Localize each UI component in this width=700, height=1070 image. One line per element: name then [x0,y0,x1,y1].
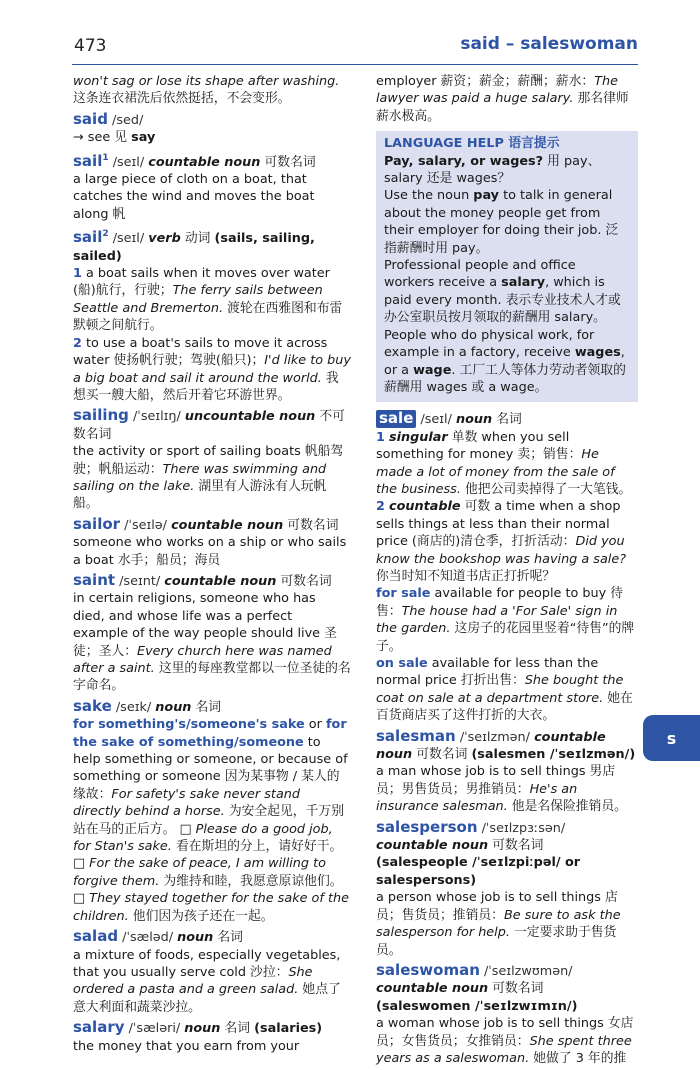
inflections: (salesmen /ˈseɪlzmən/) [471,747,636,763]
part-of-speech-cn: 可数名词 [260,154,316,170]
headword: salary [73,1018,125,1037]
part-of-speech: noun [456,412,493,428]
example-text: He made a lot of money from the sale of the business. [376,447,615,497]
sense-number: 1 [73,266,82,282]
headword-highlighted: sale [376,410,416,427]
pronunciation: /seɪl/ [112,154,145,170]
definition: a large piece of cloth on a boat, that catches the wind and moves the boat along 帆 [73,172,315,222]
entry-saint [73,572,351,695]
help-paragraph-salary: Professional people and office workers receive a salary, which is paid every month. 表示专业技术人才或办公室职员按月领取的薪酬用 salary。 [384,258,621,326]
definition: a person whose job is to sell things 店员；售货员；推销员： [376,890,618,923]
part-of-speech-cn: 可数名词 [283,517,339,533]
part-of-speech: noun [177,930,214,946]
definition: 单数 when you sell something for money 卖；销售： [376,429,582,463]
sense-1 [73,265,351,335]
part-of-speech: verb [148,231,181,247]
part-of-speech-cn: 动词 [180,231,215,247]
translation-text: 为安全起见，千万别站在马的正后方。 [73,804,344,837]
translation-text: 他把公司卖掉得了一大笔钱。 [460,481,632,497]
example-text: The house had a 'For Sale' sign in the garden. [376,603,618,637]
entry-said [73,111,351,147]
definition: employer 薪资；薪金；薪酬；薪水： [376,74,595,89]
part-of-speech-cn: 名词 [220,1021,255,1037]
example-text: Please do a good job, for Stan's sake. [73,821,333,855]
example-text: For safety's sake never stand directly behind a horse. [73,786,301,820]
pronunciation: /ˈseɪlzmən/ [459,729,530,745]
part-of-speech-cn: 不可数名词 [73,409,345,442]
inflections: (salespeople /ˈseɪlzpiːpəl/ or salespersons) [376,855,581,888]
connector-text: or [304,717,326,733]
grammar-label: countable [388,499,461,515]
page-number: 473 [74,36,107,56]
entry-continuation [376,73,638,125]
example-text: Every church here was named after a saint. [73,643,332,676]
translation-text: 你当时知不知道书店正打折呢？ [376,568,556,584]
pronunciation: /ˈseɪlɪŋ/ [132,409,181,425]
example-bullet: □ [179,821,192,837]
headword: salesman [376,726,456,745]
headword: sailor [73,514,121,533]
definition: 可数 a time when a shop sells things at less than their normal price (商店的)清仓季，打折活动： [376,499,621,550]
entry-salad [73,928,351,1016]
definition: a man whose job is to sell things 男店员；男售货员；男推销员： [376,764,616,797]
pronunciation: /ˈseɪlə/ [124,517,167,533]
definition: available for less than the normal price 打折出售： [376,656,599,689]
part-of-speech-cn: 可数名词 [276,573,332,589]
entry-sailor [73,516,351,569]
example-text: Did you know the bookshop was having a sale? [376,534,627,567]
example-text: She ordered a pasta and a green salad. [73,964,313,998]
pronunciation: /ˈsæləd/ [122,930,174,946]
example-text: won't sag or lose its shape after washing. [73,74,340,89]
part-of-speech-cn: 名词 [492,412,522,428]
entry-salesman [376,728,638,816]
definition: a boat sails when it moves over water (船)航行，行驶； [73,266,330,299]
sense-number: 1 [376,429,385,445]
help-paragraph-pay: Use the noun pay to talk in general about the money people get from their employer for doing their job. 泛指薪酬时用 pay。 [384,188,619,256]
definition: the money that you earn from your [73,1038,300,1054]
entry-salesperson [376,819,638,959]
example-text: She spent three years as a saleswoman. [376,1033,632,1066]
example-text: The ferry sails between Seattle and Bremerton. [73,283,323,316]
part-of-speech: countable noun [148,154,261,170]
example-bullet: □ [73,856,86,872]
pronunciation: /seɪl/ [112,231,145,247]
sense-1 [376,429,638,499]
phrase-on-sale [376,655,638,725]
example-text: Be sure to ask the salesperson for help. [376,907,621,941]
entry-sale [376,410,638,724]
headword: said [73,109,108,128]
alphabet-thumb-tab[interactable]: s [643,715,700,761]
headword: sailing [73,406,129,425]
example-text: They stayed together for the sake of the children. [73,891,349,924]
translation-text: 湖里有人游泳有人玩帆船。 [73,478,327,512]
headword: saint [73,570,116,589]
sense-number: 2 [73,335,82,351]
translation-text: 这里的每座教堂都以一位圣徒的名字命名。 [73,661,351,694]
translation-text: 为维持和睦，我愿意原谅他们。 [159,873,343,889]
guide-words: said – saleswoman [460,34,638,54]
part-of-speech: countable noun [164,573,277,589]
example-text: I'd like to buy a big boat and sail it around the world. [73,353,351,386]
translation-text: 看在斯坦的分上，请好好干。 [171,839,343,855]
pronunciation: /ˈsæləri/ [128,1021,181,1037]
part-of-speech-cn: 可数名词 [412,747,472,763]
headword: salesperson [376,817,478,836]
inflections: (salaries) [254,1021,323,1037]
example-text: For the sake of peace, I am willing to forgive them. [73,856,326,889]
example-text: He's an insurance salesman. [376,781,578,815]
language-help-box [376,131,638,402]
inflections: (sails, sailing, sailed) [73,231,315,264]
definition: to use a boat's sails to move it across water 使扬帆行驶；驾驶(船只)； [73,335,328,369]
phrase: on sale [376,656,428,671]
entry-saleswoman [376,962,638,1067]
translation-text: 我想买一艘大船，然后开着它环游世界。 [73,370,339,403]
definition: available for people to buy 待售： [376,586,624,619]
entry-continuation [73,73,351,108]
homograph-number: 2 [102,229,109,240]
part-of-speech: uncountable noun [184,409,316,425]
definition: a mixture of foods, especially vegetables, that you usually serve cold 沙拉： [73,947,341,980]
pronunciation: /seɪnt/ [119,573,161,589]
translation-text: 这条连衣裙洗后依然挺括，不会变形。 [73,91,291,107]
help-paragraph-wages: People who do physical work, for example in a factory, receive wages, or a wage. 工厂工人等体力劳动者领取的薪酬用 wages 或 a wage。 [384,327,626,395]
example-text: The lawyer was paid a huge salary. [376,74,618,107]
page-header [72,34,638,65]
definition: to help something or someone, or because of something or someone 因为某事物 / 某人的缘故： [73,734,348,802]
translation-text: 她做了 3 年的推 [529,1050,627,1066]
inflections: (saleswomen /ˈseɪlzwɪmɪn/) [376,998,578,1014]
cross-reference: → see 见 [73,130,132,146]
part-of-speech-cn: 名词 [213,930,243,946]
part-of-speech: countable noun [171,517,284,533]
right-column [376,73,638,1070]
phrase: for something's/someone's sake [73,717,305,733]
entry-sail-1 [73,150,351,224]
part-of-speech: countable noun [376,981,489,997]
phrase: for the sake of something/someone [73,717,347,750]
headword: saleswoman [376,960,480,979]
example-bullet: □ [73,891,86,907]
definition: a woman whose job is to sell things 女店员；女售货员；女推销员： [376,1016,634,1049]
help-question: Pay, salary, or wages? 用 pay、salary 还是 wages？ [384,153,601,187]
left-column [73,73,351,1058]
part-of-speech: countable noun [376,729,606,763]
part-of-speech-cn: 可数名词 [488,838,544,854]
cross-reference-target[interactable]: say [131,130,156,146]
grammar-label: singular [388,429,448,445]
definition: in certain religions, someone who has died, and whose life was a perfect example of the way people should live 圣徒；圣人： [73,591,337,659]
headword: sail$^2$ [73,228,109,247]
entry-sail-2 [73,226,351,404]
example-text: There was swimming and sailing on the lake. [73,461,327,494]
phrase-for-sale [376,585,638,655]
part-of-speech: noun [155,699,192,715]
translation-text: 他是名保险推销员。 [507,799,627,815]
headword: salad [73,927,119,946]
headword: sake [73,696,112,715]
translation-text: 他们因为孩子还在一起。 [128,908,274,924]
translation-text: 渡轮在西雅图和布雷默顿之间航行。 [73,300,343,334]
definition: someone who works on a ship or who sails a boat 水手；船员；海员 [73,535,347,568]
translation-text: 她点了意大利面和蔬菜沙拉。 [73,982,341,1015]
part-of-speech-cn: 可数名词 [488,981,544,997]
entry-sake [73,698,351,925]
phrase: for sale [376,586,431,602]
part-of-speech-cn: 名词 [191,699,222,715]
sense-number: 2 [376,499,385,515]
pronunciation: /seɪk/ [115,699,152,715]
pronunciation: /ˈseɪlzpɜːsən/ [481,820,566,836]
definition: the activity or sport of sailing boats 帆船驾驶；帆船运动： [73,444,344,477]
sense-2 [73,335,351,405]
translation-text: 这房子的花园里竖着“待售”的牌子。 [376,621,635,654]
example-text: She bought the coat on sale at a department store. [376,673,624,706]
translation-text: 她在百货商店买了这件打折的大衣。 [376,690,633,724]
language-help-title: LANGUAGE HELP 语言提示 [384,136,560,152]
pronunciation: /ˈseɪlzwʊmən/ [483,963,573,979]
pronunciation: /sed/ [112,112,144,128]
headword: sail$^1$ [73,151,109,170]
part-of-speech: countable noun [376,838,489,854]
translation-text: 一定要求助于售货员。 [376,925,617,958]
sense-2 [376,498,638,585]
translation-text: 那名律师薪水极高。 [376,91,629,124]
entry-sailing [73,407,351,512]
part-of-speech: noun [184,1021,221,1037]
pronunciation: /seɪl/ [420,412,452,428]
homograph-number: 1 [102,152,109,163]
